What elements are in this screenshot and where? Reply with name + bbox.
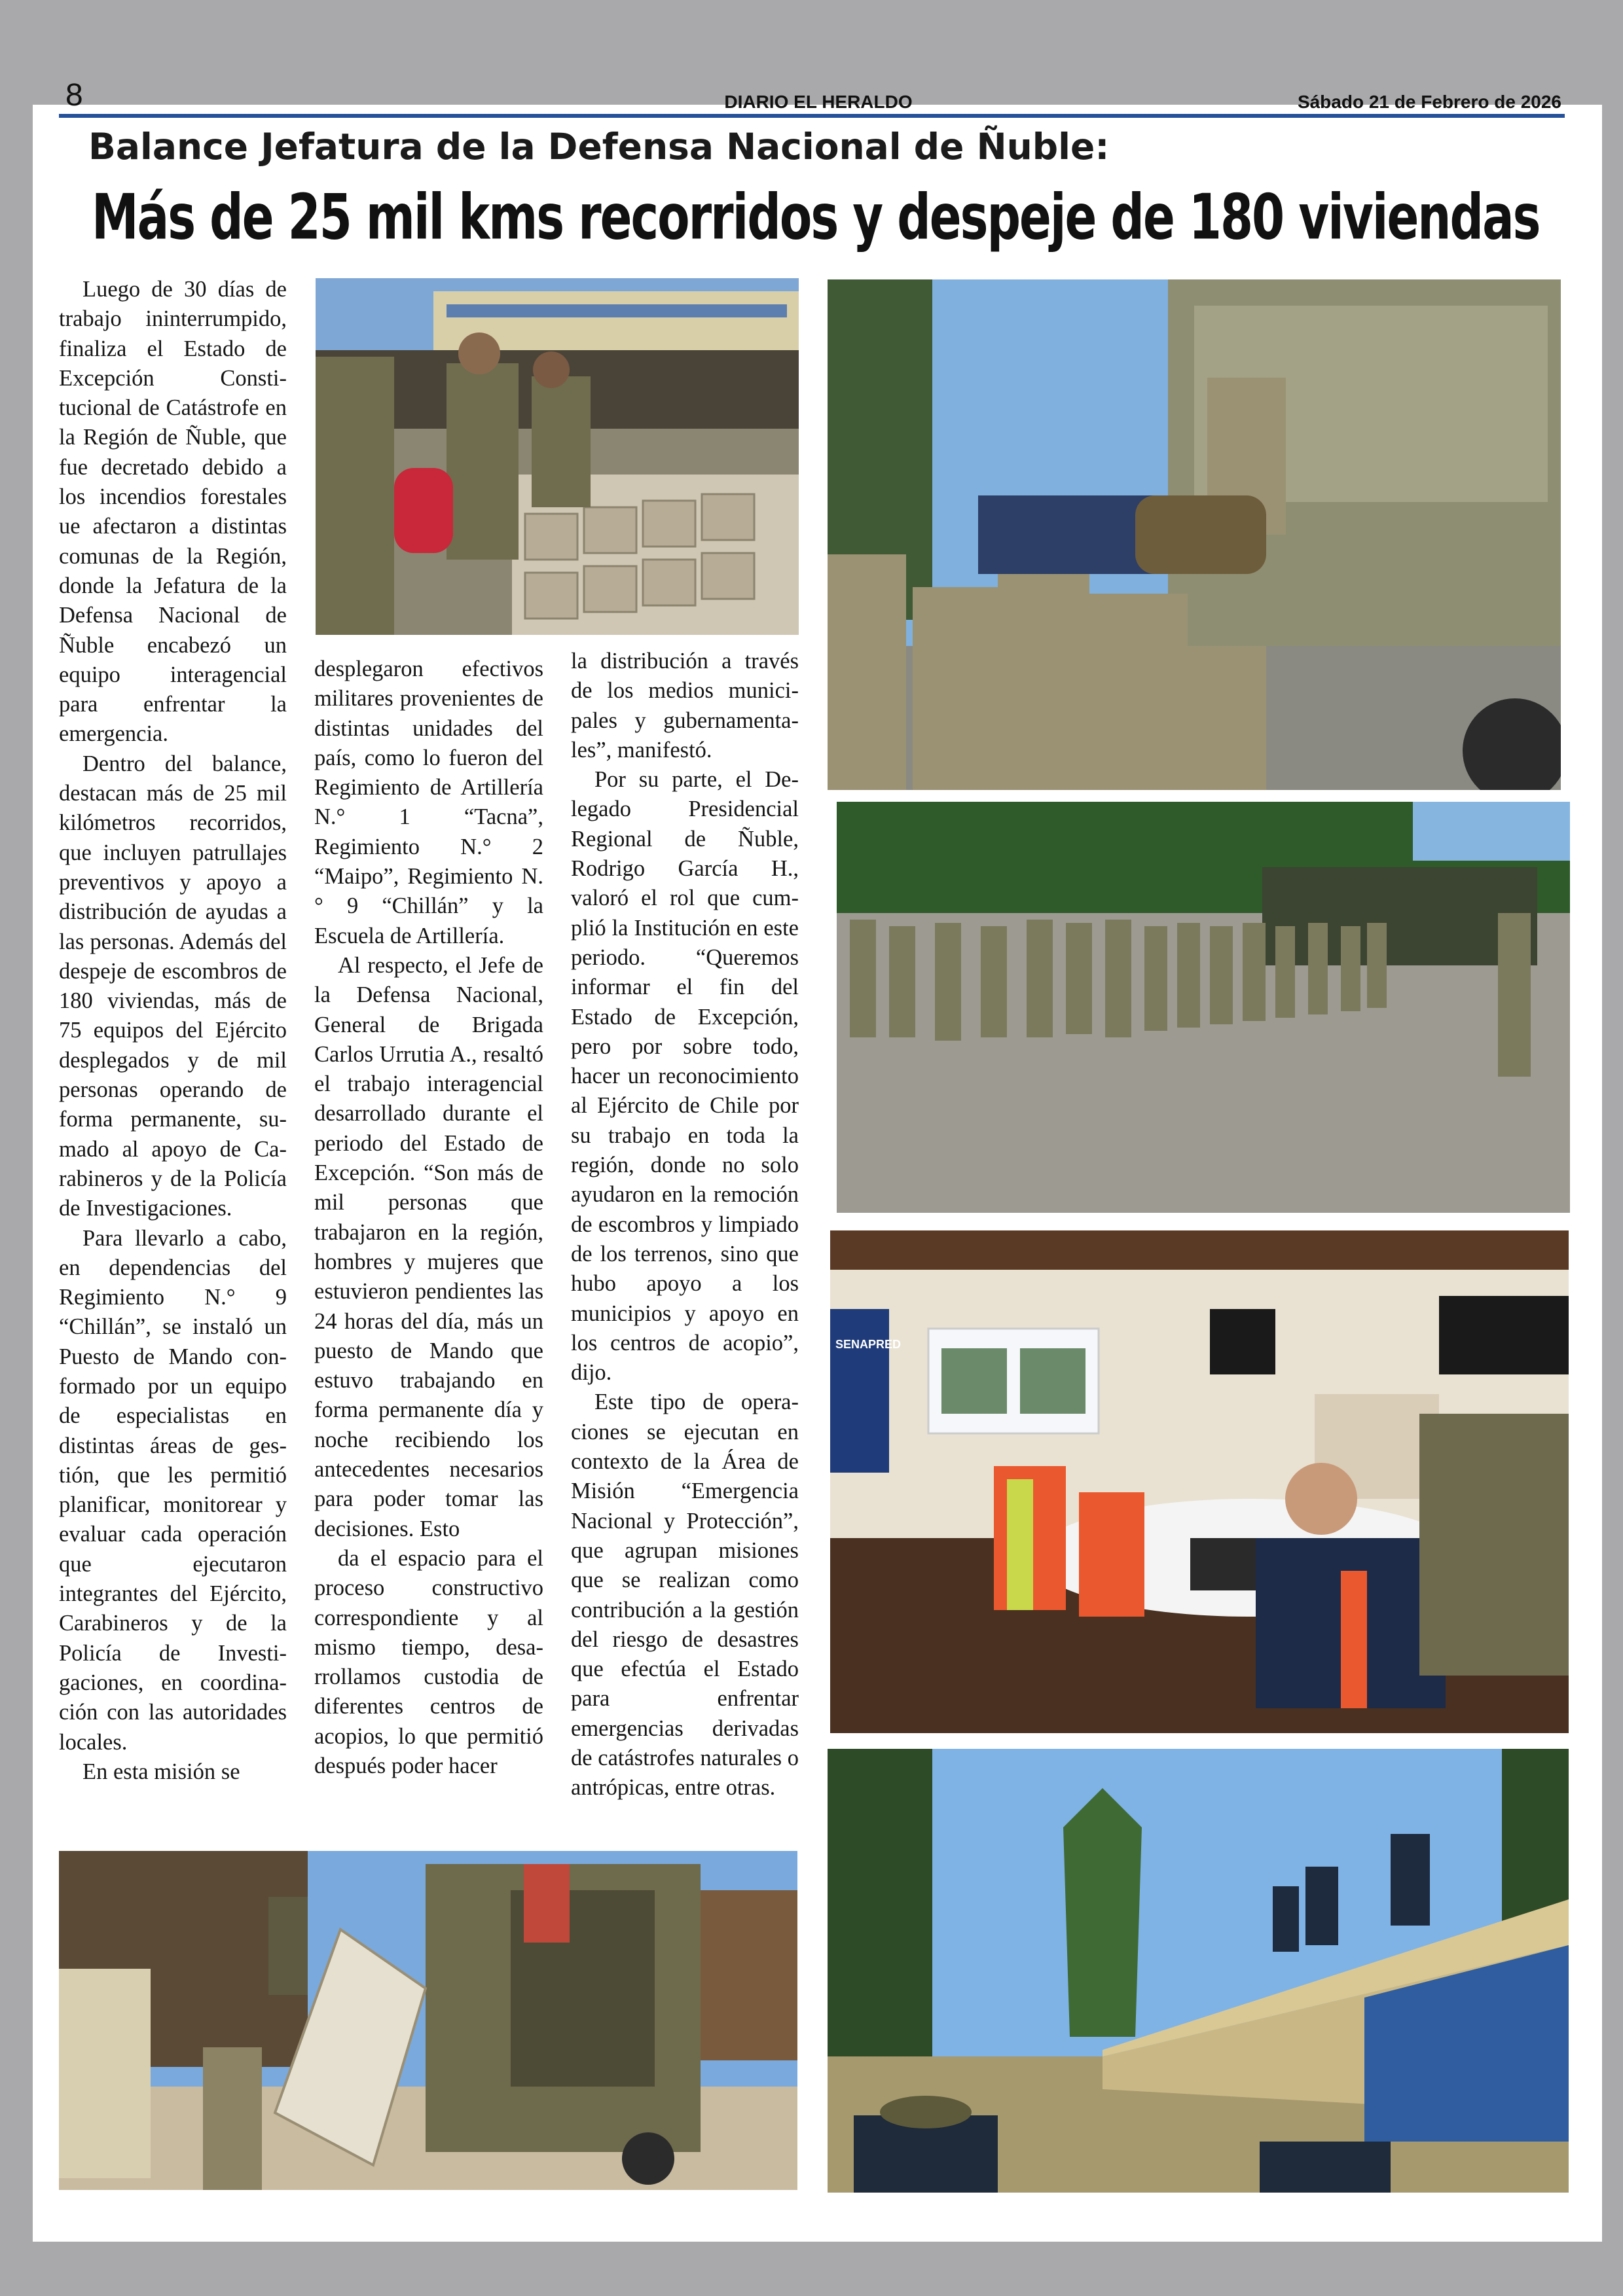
- paragraph: Dentro del balance, destacan más de 25 mil kilómetros recorridos, que incluyen patrullajes preventivos y apoyo a distribución de ayudas a las personas. Además del despeje de escombros de 180 viviendas, más de 75 equipos del Ejército desplegados y de mil personas operando de forma permanente, sumado al apoyo de Carabineros y de la Policía de Investigaciones.: [59, 751, 287, 1221]
- paragraph: da el espacio para el proceso constructivo correspondiente y al mismo tiempo, desarrollamos custodia de diferentes centros de acopios, lo que permitió después poder hacer: [314, 1545, 543, 1778]
- issue-date: Sábado 21 de Febrero de 2026: [1297, 92, 1561, 112]
- paragraph: Al respecto, el Jefe de la Defensa Nacional, General de Brigada Carlos Urrutia A., resaltó el trabajo interagencial desarrollado durante el periodo del Estado de Excepción. “Son más de mil personas que trabajaron en la región, hombres y mujeres que estuvieron pendientes las 24 horas del día, más un puesto de Mando que estuvo trabajando en forma permanente día y noche recibiendo los antecedentes necesarios para poder tomar las decisiones. Esto: [314, 952, 543, 1541]
- paragraph: Para llevarlo a cabo, en dependencias del Regimiento N.° 9 “Chillán”, se instaló un Puesto de Mando conformado por un equipo de especialistas en distintas áreas de gestión, que les permitió planificar, monitorear y evaluar cada operación que ejecutaron integrantes del Ejército, Carabineros y de la Policía de Investigaciones, en coordinación con las autoridades locales.: [59, 1225, 287, 1755]
- senapred-banner-label: SENAPRED: [835, 1338, 902, 1351]
- photo-hay-bales-truck: [828, 1749, 1569, 2193]
- paragraph: Por su parte, el Delegado Presidencial Regional de Ñuble, Rodrigo García H., valoró el rol que cumplió la Institución en este periodo. “Queremos informar el fin del Estado de Excepción, pero por sobre todo, hacer un reconocimiento al Ejército de Chile por su trabajo en toda la región, donde no solo ayudaron en la remoción de escombros y limpiado de los terrenos, sino que hubo apoyo a los municipios y apoyo en los centros de acopio”, dijo.: [571, 767, 799, 1386]
- paragraph: En esta misión se: [82, 1759, 240, 1784]
- photo-unloading-mattresses: [59, 1851, 797, 2190]
- article-column-1: [59, 275, 287, 1820]
- article-column-2: [314, 655, 543, 1826]
- article-headline: Más de 25 mil kms recorridos y despeje de 180 viviendas: [92, 181, 1540, 253]
- article-kicker: Balance Jefatura de la Defensa Nacional de Ñuble:: [88, 126, 1110, 168]
- paragraph: la distribución a través de los medios municipales y gubernamentales”, manifestó.: [571, 649, 799, 762]
- newspaper-name: DIARIO EL HERALDO: [724, 92, 913, 112]
- photo-soldiers-loading-truck: [828, 279, 1561, 790]
- photo-military-formation: [837, 802, 1570, 1213]
- page-number: 8: [65, 78, 83, 113]
- photo-command-post-meeting: [830, 1230, 1569, 1733]
- paragraph: Luego de 30 días de trabajo ininterrumpido, finaliza el Estado de Excepción Constitucional de Catástrofe en la Región de Ñuble, que fue decretado debido a los incendios forestales ue afectaron a distintas comunas de la Región, donde la Jefatura de la Defensa Nacional de Ñuble encabezó un equipo interagencial para enfrentar la emergencia.: [59, 277, 287, 747]
- paragraph: Este tipo de operaciones se ejecutan en contexto de la Área de Misión “Emergencia Nacional y Protección”, que agrupan misiones que se realizan como contribución a la gestión del riesgo de desastres que efectúa el Estado para enfrentar emergencias derivadas de catástrofes naturales o antrópicas, entre otras.: [571, 1390, 799, 1801]
- paragraph: desplegaron efectivos militares provenientes de distintas unidades del país, como lo fueron del Regimiento de Artillería N.° 1 “Tacna”, Regimiento N.° 2 “Maipo”, Regimiento N.° 9 “Chillán” y la Escuela de Artillería.: [314, 656, 543, 948]
- photo-soldiers-packing-aid: [316, 278, 799, 635]
- header-rule: [59, 114, 1565, 118]
- article-column-3: [571, 647, 799, 1818]
